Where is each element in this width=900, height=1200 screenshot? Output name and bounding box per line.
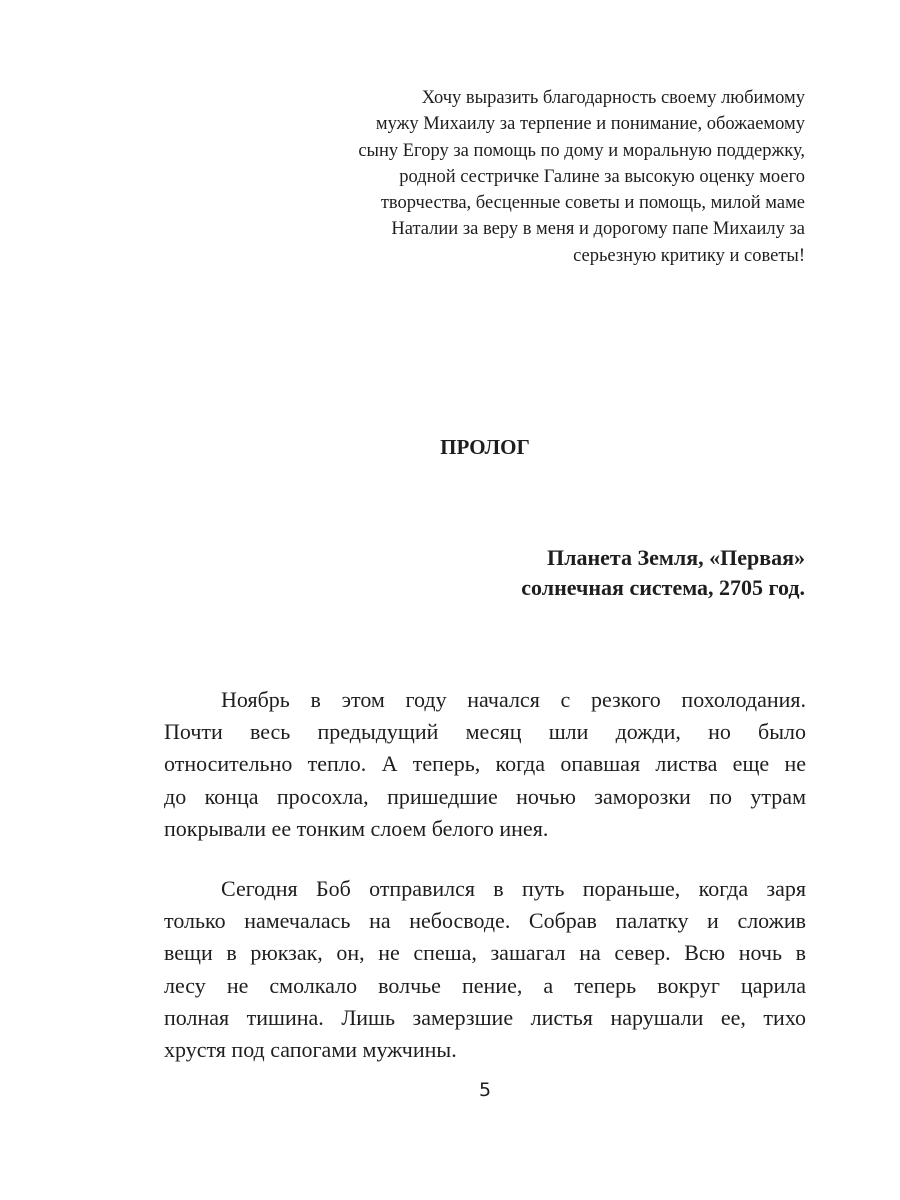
paragraph-line: вещи в рюкзак, он, не спеша, зашагал на север. Всю ночь в (164, 940, 806, 966)
dedication-line: Хочу выразить благодарность своему любимому (421, 88, 805, 108)
setting-line: Планета Земля, «Первая» (547, 545, 805, 570)
paragraph-line: Сегодня Боб отправился в путь пораньше, когда заря (221, 876, 806, 901)
paragraph-line: Ноябрь в этом году начался с резкого похолодания. (221, 687, 806, 712)
dedication-line: творчества, бесценные советы и помощь, милой маме (380, 193, 805, 214)
paragraph-line: до конца просохла, пришедшие ночью заморозки по утрам (164, 783, 806, 809)
body-paragraph (164, 873, 806, 1066)
chapter-title: ПРОЛОГ (440, 435, 530, 459)
dedication-line: родной сестричке Галине за высокую оценку моего (399, 166, 805, 187)
dedication-line: сыну Егору за помощь по дому и моральную поддержку, (358, 140, 805, 161)
paragraph-line: лесу не смолкало волчье пение, а теперь вокруг царила (164, 972, 806, 998)
paragraph-line: относительно тепло. А теперь, когда опавшая листва еще не (164, 751, 806, 777)
paragraph-line: хрустя под сапогами мужчины. (164, 1037, 457, 1063)
dedication-line: Наталии за веру в меня и дорогому папе Михаилу за (391, 219, 805, 240)
paragraph-line: Почти весь предыдущий месяц шли дожди, но было (164, 719, 806, 745)
dedication (300, 85, 805, 269)
setting-heading (400, 543, 805, 603)
body-paragraph (164, 684, 806, 845)
paragraph-line: полная тишина. Лишь замерзшие листья нарушали ее, тихо (164, 1004, 806, 1030)
page-number: 5 (478, 1079, 492, 1101)
paragraph-line: только намечалась на небосводе. Собрав палатку и сложив (164, 908, 806, 934)
paragraph-line: покрывали ее тонким слоем белого инея. (164, 815, 549, 841)
dedication-line: мужу Михаилу за терпение и понимание, обожаемому (375, 114, 805, 135)
setting-line: солнечная система, 2705 год. (521, 575, 805, 600)
dedication-line: серьезную критику и советы! (573, 245, 805, 266)
